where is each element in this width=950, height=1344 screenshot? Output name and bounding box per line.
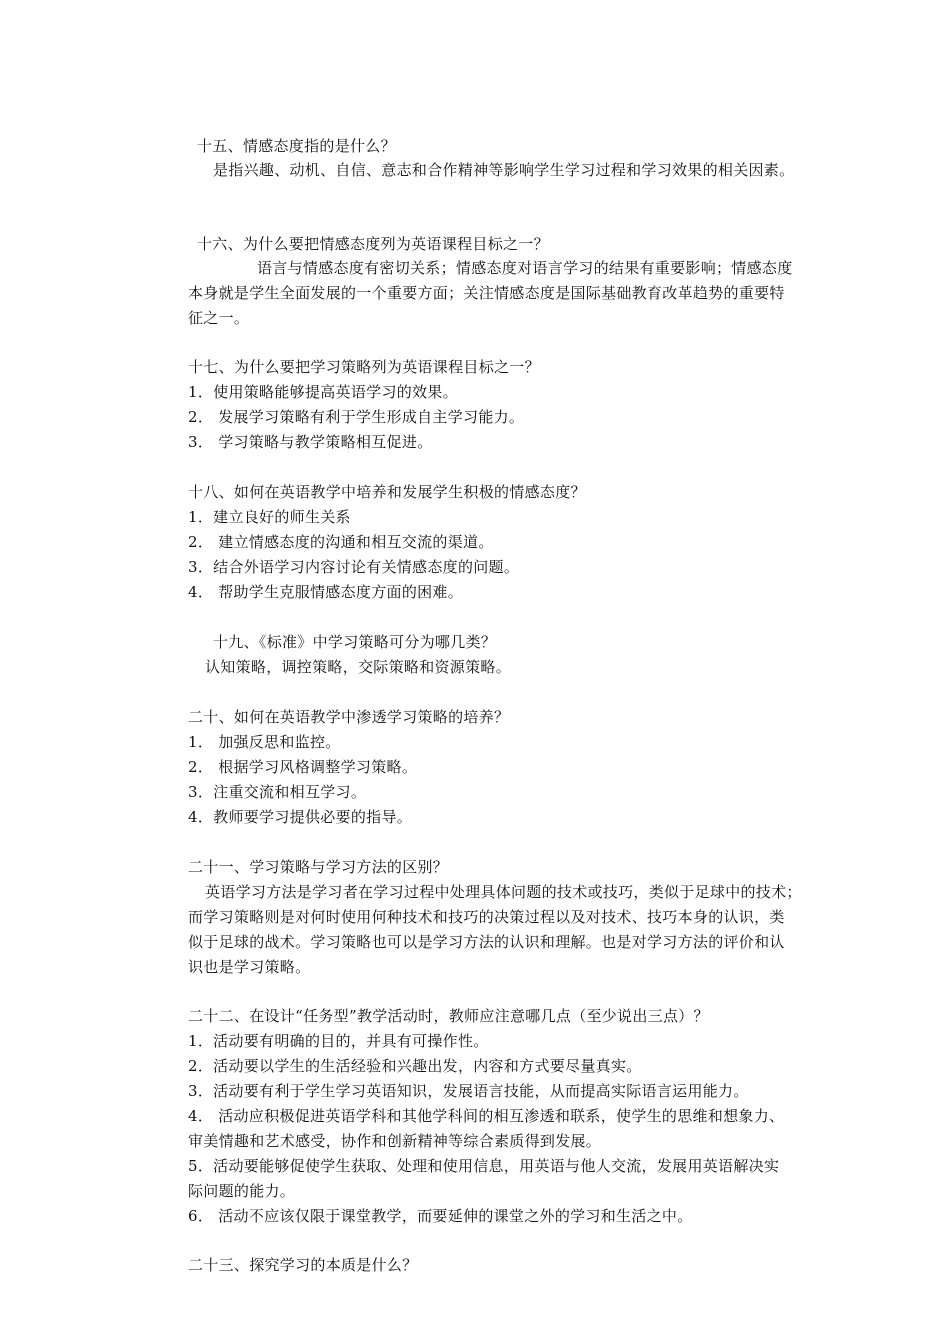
list-item: 2． 建立情感态度的沟通和相互交流的渠道。 [188, 533, 494, 551]
answer-16-line-2: 本身就是学生全面发展的一个重要方面；关注情感态度是国际基础教育改革趋势的重要特 [188, 284, 785, 302]
answer-19-line-1: 认知策略，调控策略，交际策略和资源策略。 [205, 658, 512, 676]
answer-16-line-3: 征之一。 [188, 309, 250, 327]
question-22: 二十二、在设计“任务型”教学活动时，教师应注意哪几点（至少说出三点）？ [188, 1007, 709, 1025]
question-15: 十五、情感态度指的是什么？ [197, 137, 396, 155]
list-item: 1． 加强反思和监控。 [188, 733, 341, 751]
list-item: 6． 活动不应该仅限于课堂教学，而要延伸的课堂之外的学习和生活之中。 [188, 1207, 693, 1225]
list-item: 3．结合外语学习内容讨论有关情感态度的问题。 [188, 558, 520, 576]
list-item-continuation: 审美情趣和艺术感受，协作和创新精神等综合素质得到发展。 [188, 1132, 602, 1150]
answer-21-line-2: 而学习策略则是对何时使用何种技术和技巧的决策过程以及对技术、技巧本身的认识，类 [188, 908, 785, 926]
answer-21-line-4: 识也是学习策略。 [188, 958, 311, 976]
answer-21-line-3: 似于足球的战术。学习策略也可以是学习方法的认识和理解。也是对学习方法的评价和认 [188, 933, 785, 951]
question-20: 二十、如何在英语教学中渗透学习策略的培养？ [188, 708, 510, 726]
question-16: 十六、为什么要把情感态度列为英语课程目标之一？ [197, 235, 549, 253]
answer-15-line-1: 是指兴趣、动机、自信、意志和合作精神等影响学生学习过程和学习效果的相关因素。 [213, 161, 795, 179]
question-19: 十九、《标准》中学习策略可分为哪几类？ [213, 633, 497, 651]
list-item: 5．活动要能够促使学生获取、处理和使用信息，用英语与他人交流，发展用英语解决实 [188, 1157, 780, 1175]
list-item: 1．建立良好的师生关系 [188, 508, 351, 526]
list-item-continuation: 际问题的能力。 [188, 1182, 296, 1200]
list-item: 4．教师要学习提供必要的指导。 [188, 808, 413, 826]
list-item: 2． 根据学习风格调整学习策略。 [188, 758, 418, 776]
list-item: 1．活动要有明确的目的，并具有可操作性。 [188, 1032, 489, 1050]
question-21: 二十一、学习策略与学习方法的区别？ [188, 858, 449, 876]
list-item: 4． 活动应积极促进英语学科和其他学科间的相互渗透和联系，使学生的思维和想象力、 [188, 1107, 785, 1125]
question-18: 十八、如何在英语教学中培养和发展学生积极的情感态度？ [188, 483, 586, 501]
list-item: 3．注重交流和相互学习。 [188, 783, 367, 801]
list-item: 2． 发展学习策略有利于学生形成自主学习能力。 [188, 408, 525, 426]
answer-16-line-1: 语言与情感态度有密切关系；情感态度对语言学习的结果有重要影响；情感态度 [257, 259, 793, 277]
question-23: 二十三、探究学习的本质是什么？ [188, 1256, 418, 1274]
list-item: 2．活动要以学生的生活经验和兴趣出发，内容和方式要尽量真实。 [188, 1057, 642, 1075]
answer-21-line-1: 英语学习方法是学习者在学习过程中处理具体问题的技术或技巧，类似于足球中的技术； [205, 883, 802, 901]
list-item: 4． 帮助学生克服情感态度方面的困难。 [188, 583, 464, 601]
question-17: 十七、为什么要把学习策略列为英语课程目标之一？ [188, 358, 540, 376]
list-item: 3． 学习策略与教学策略相互促进。 [188, 433, 433, 451]
list-item: 1．使用策略能够提高英语学习的效果。 [188, 383, 458, 401]
list-item: 3．活动要有利于学生学习英语知识，发展语言技能，从而提高实际语言运用能力。 [188, 1082, 749, 1100]
